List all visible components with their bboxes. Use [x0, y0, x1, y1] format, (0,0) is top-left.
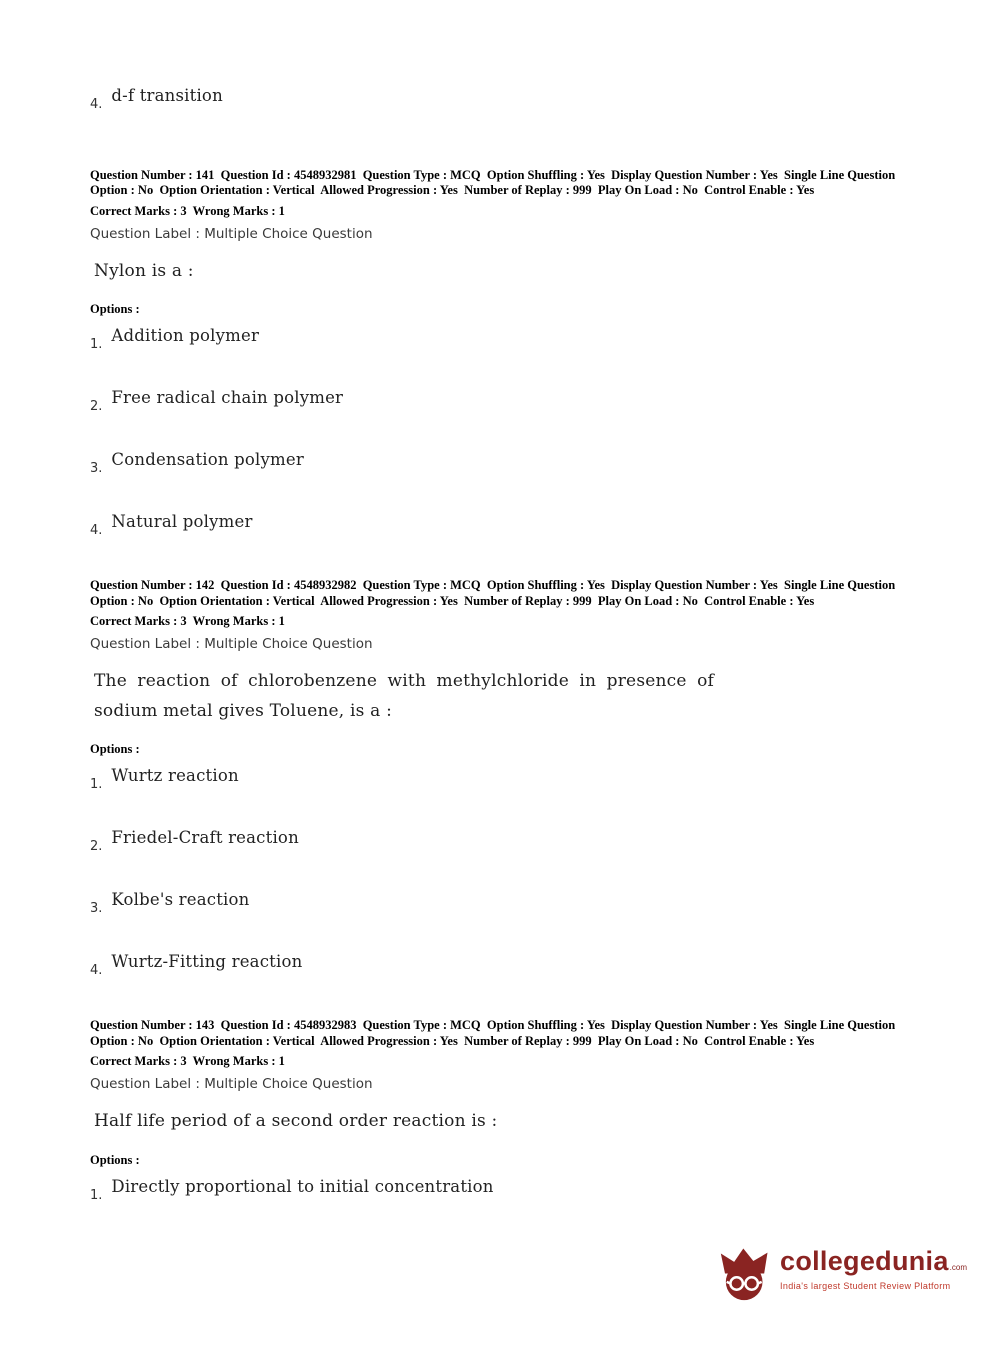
- question-text: Nylon is a :: [94, 260, 194, 281]
- question-meta: Question Number : 142 Question Id : 4548932982 Question Type : MCQ Option Shuffling : Yes Display Question Number : Yes Single Line Question Option : No Option Orientation : Vertical Allowed Progression : Yes Number of Replay : 999 Play On Load : No Control Enable : Yes: [90, 578, 899, 608]
- option-row: [90, 326, 911, 352]
- marks-line: Correct Marks : 3 Wrong Marks : 1: [90, 1053, 285, 1068]
- options-heading: Options :: [90, 742, 140, 757]
- option-text: Natural polymer: [111, 512, 253, 532]
- brand-tagline: India's largest Student Review Platform: [780, 1281, 951, 1291]
- option-text: Wurtz-Fitting reaction: [111, 952, 303, 972]
- option-number: 1.: [90, 777, 103, 793]
- collegedunia-logo: [720, 1246, 967, 1309]
- partial-option-row: [90, 86, 911, 112]
- question-block-142: [90, 578, 911, 978]
- marks-line: Correct Marks : 3 Wrong Marks : 1: [90, 203, 285, 218]
- question-block-141: [90, 168, 911, 538]
- question-text: Half life period of a second order reaction is :: [94, 1110, 498, 1131]
- option-number: 4.: [90, 523, 103, 539]
- option-number: 4.: [90, 97, 103, 112]
- question-label: Question Label : Multiple Choice Question: [90, 1075, 373, 1092]
- option-text: Friedel-Craft reaction: [111, 828, 299, 848]
- marks-line: Correct Marks : 3 Wrong Marks : 1: [90, 613, 285, 628]
- option-text: Free radical chain polymer: [111, 388, 344, 408]
- option-number: 2.: [90, 399, 103, 415]
- option-number: 2.: [90, 839, 103, 855]
- option-row: [90, 512, 911, 538]
- option-number: 4.: [90, 963, 103, 979]
- brand-suffix: .com: [949, 1263, 967, 1272]
- question-meta: Question Number : 143 Question Id : 4548932983 Question Type : MCQ Option Shuffling : Yes Display Question Number : Yes Single Line Question Option : No Option Orientation : Vertical Allowed Progression : Yes Number of Replay : 999 Play On Load : No Control Enable : Yes: [90, 1018, 899, 1048]
- option-row: [90, 766, 911, 792]
- option-text: Addition polymer: [111, 326, 260, 346]
- options-heading: Options :: [90, 1152, 140, 1167]
- option-text: Directly proportional to initial concentration: [111, 1176, 494, 1196]
- option-text: Kolbe's reaction: [111, 890, 250, 910]
- option-text: Condensation polymer: [111, 450, 304, 470]
- option-number: 1.: [90, 1187, 103, 1203]
- option-row: [90, 1177, 911, 1203]
- option-row: [90, 450, 911, 476]
- option-number: 1.: [90, 337, 103, 353]
- option-row: [90, 952, 911, 978]
- option-number: 3.: [90, 461, 103, 477]
- options-heading: Options :: [90, 302, 140, 317]
- brand-name: collegedunia: [780, 1246, 949, 1276]
- collegedunia-mascot-icon: [720, 1248, 770, 1309]
- question-block-143: [90, 1018, 911, 1202]
- question-label: Question Label : Multiple Choice Question: [90, 635, 373, 652]
- option-number: 3.: [90, 901, 103, 917]
- option-row: [90, 890, 911, 916]
- option-row: [90, 828, 911, 854]
- option-text: d-f transition: [111, 86, 223, 105]
- option-row: [90, 388, 911, 414]
- question-label: Question Label : Multiple Choice Question: [90, 225, 373, 242]
- question-meta: Question Number : 141 Question Id : 4548932981 Question Type : MCQ Option Shuffling : Yes Display Question Number : Yes Single Line Question Option : No Option Orientation : Vertical Allowed Progression : Yes Number of Replay : 999 Play On Load : No Control Enable : Yes: [90, 168, 899, 198]
- option-text: Wurtz reaction: [111, 766, 239, 786]
- question-text: The reaction of chlorobenzene with methylchloride in presence of sodium metal gives Toluene, is a :: [94, 670, 714, 721]
